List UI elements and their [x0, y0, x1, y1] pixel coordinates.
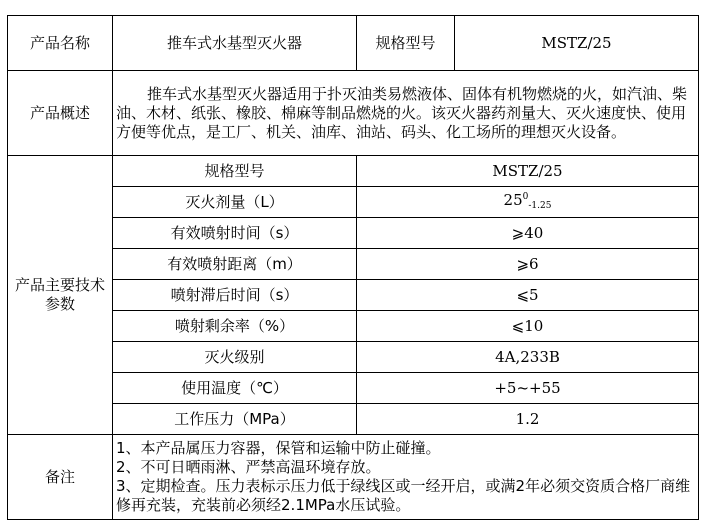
spec-name: 喷射滞后时间（s） — [113, 280, 357, 311]
notes-label: 备注 — [8, 435, 113, 520]
specs-label: 产品主要技术参数 — [8, 156, 113, 435]
spec-value: MSTZ/25 — [357, 156, 699, 187]
overview-row — [8, 71, 699, 156]
spec-name: 灭火剂量（L） — [113, 187, 357, 218]
notes-text — [113, 435, 699, 520]
note-item: 3、定期检查。压力表标示压力低于绿线区或一经开启，或满2年必须交资质合格厂商维修再充装，充装前必须经2.1MPa水压试验。 — [116, 477, 691, 514]
overview-label: 产品概述 — [8, 71, 113, 156]
spec-name: 有效喷射时间（s） — [113, 218, 357, 249]
spec-value: +5~+55 — [357, 373, 699, 404]
spec-row — [8, 156, 699, 187]
spec-value: ⩽10 — [357, 311, 699, 342]
spec-value: ⩽5 — [357, 280, 699, 311]
spec-value: ⩾40 — [357, 218, 699, 249]
header-row — [8, 16, 699, 71]
spec-value: 4A,233B — [357, 342, 699, 373]
spec-name: 工作压力（MPa） — [113, 404, 357, 435]
spec-name: 使用温度（℃） — [113, 373, 357, 404]
spec-value: ⩾6 — [357, 249, 699, 280]
spec-value: $25^0_{-1.25}$ — [357, 187, 699, 218]
spec-name: 灭火级别 — [113, 342, 357, 373]
spec-name: 规格型号 — [113, 156, 357, 187]
product-name-value: 推车式水基型灭火器 — [113, 16, 357, 71]
model-label: 规格型号 — [357, 16, 455, 71]
spec-name: 喷射剩余率（%） — [113, 311, 357, 342]
note-item: 1、本产品属压力容器，保管和运输中防止碰撞。 — [116, 439, 441, 457]
spec-name: 有效喷射距离（m） — [113, 249, 357, 280]
product-name-label: 产品名称 — [8, 16, 113, 71]
note-item: 2、不可日晒雨淋、严禁高温环境存放。 — [116, 458, 381, 476]
notes-row — [8, 435, 699, 520]
spec-value: 1.2 — [357, 404, 699, 435]
product-spec-table — [7, 15, 699, 520]
model-value: MSTZ/25 — [455, 16, 699, 71]
overview-text: 推车式水基型灭火器适用于扑灭油类易燃液体、固体有机物燃烧的火，如汽油、柴油、木材、纸张、橡胶、棉麻等制品燃烧的火。该灭火器药剂量大、灭火速度快、使用方便等优点，是工厂、机关、油库、油站、码头、化工场所的理想灭火设备。 — [113, 71, 699, 156]
